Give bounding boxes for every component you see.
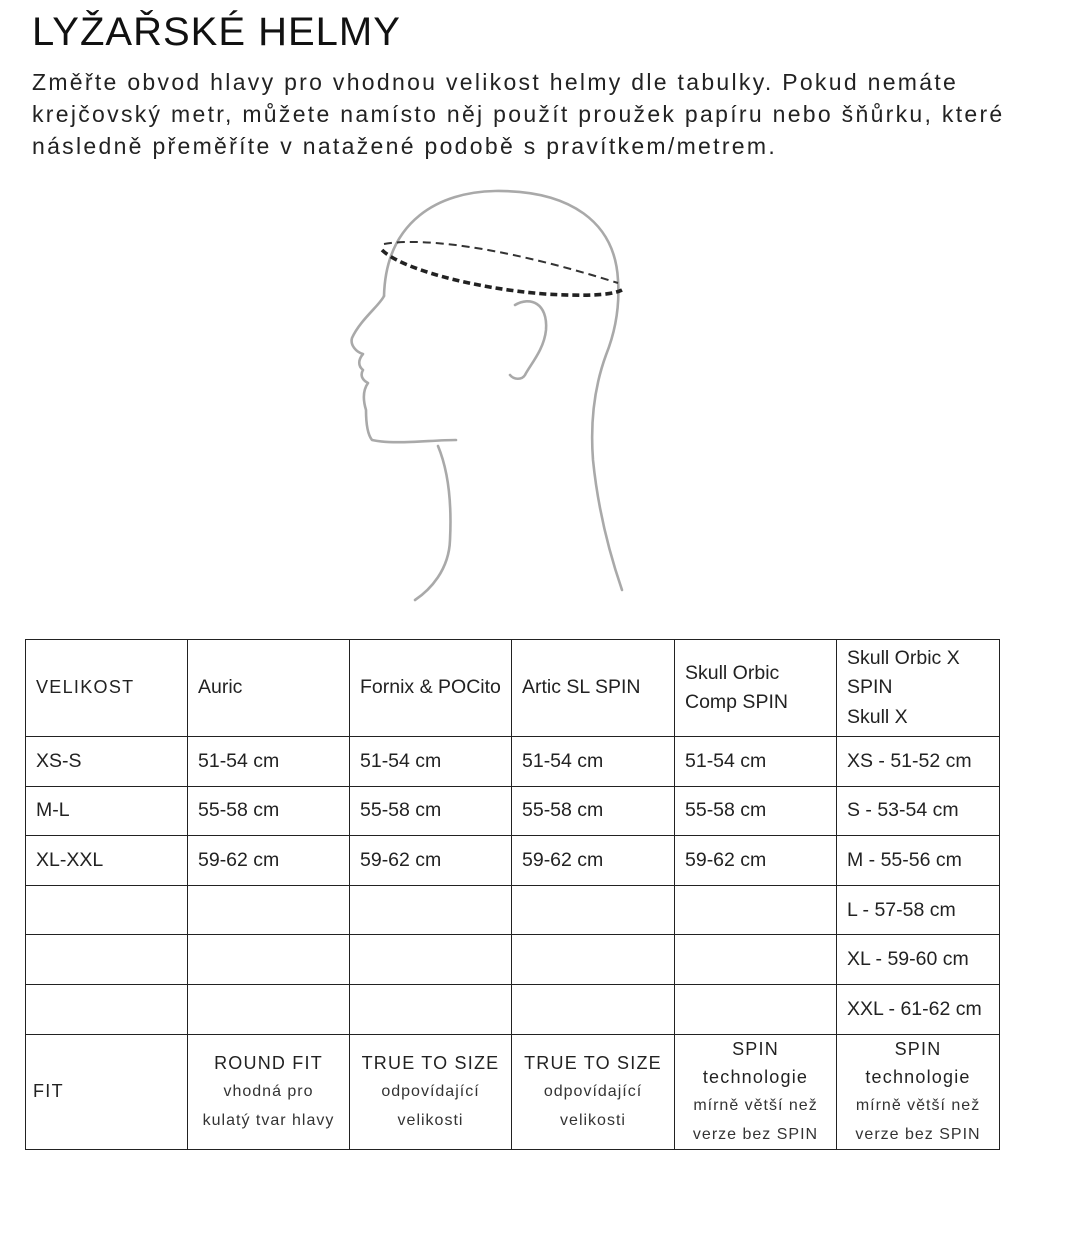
fit-label-cell: FIT [26,1034,188,1149]
intro-text: Změřte obvod hlavy pro vhodnou velikost helmy dle tabulky. Pokud nemáte krejčovský metr, můžete namísto něj použít proužek papíru nebo šňůrku, které následně přeměříte v natažené podobě s pravítkem/metrem. [32,69,1005,159]
measure-cell: 51-54 cm [188,737,350,787]
size-cell: XS-S [26,737,188,787]
head-measure-line-back [384,242,618,283]
model-header-skull-orbic-x [837,640,1000,737]
fit-description: velikosti [560,1111,626,1129]
model-name-line: Artic SL SPIN [522,676,641,699]
size-cell: M-L [26,786,188,836]
model-name-line: Skull X [847,705,908,728]
measure-cell: 59-62 cm [675,836,837,886]
fit-row [26,1034,1000,1149]
fit-description: odpovídající [543,1082,643,1100]
fit-cell [350,1034,512,1149]
model-name-line: Auric [198,676,243,699]
fit-title: TRUE TO SIZE [524,1052,662,1073]
measure-cell [512,935,675,985]
size-cell [26,935,188,985]
fit-title: SPIN technologie [865,1038,971,1087]
measure-cell: XS - 51-52 cm [837,737,1000,787]
measure-cell: 51-54 cm [512,737,675,787]
measure-cell [675,935,837,985]
measure-cell: 55-58 cm [675,786,837,836]
fit-cell [188,1034,350,1149]
table-row [26,984,1000,1034]
fit-description: mírně větší než [693,1096,818,1114]
model-name-line: Skull Orbic X [847,646,960,669]
model-name-line: Comp SPIN [685,691,788,713]
measure-cell: 55-58 cm [350,786,512,836]
measure-cell [188,935,350,985]
head-outline [384,191,622,590]
fit-description: odpovídající [381,1082,480,1100]
face-outline [352,296,456,442]
fit-cell [837,1034,1000,1149]
table-header-row [26,640,1000,737]
measure-cell [350,984,512,1034]
measure-cell [675,984,837,1034]
measure-cell: XXL - 61-62 cm [837,984,1000,1034]
size-cell [26,885,188,935]
measure-cell [350,885,512,935]
model-name-line: SPIN [847,676,893,699]
size-cell: XL-XXL [26,836,188,886]
measure-cell [350,935,512,985]
measure-cell: S - 53-54 cm [837,786,1000,836]
model-header-skull-orbic-comp [675,640,837,737]
fit-description: mírně větší než [855,1096,981,1114]
model-name-line: Skull Orbic [685,661,780,684]
size-chart-table [25,639,1000,1150]
measure-cell [675,885,837,935]
ear-outline [510,301,546,378]
table-row [26,836,1000,886]
table-row [26,737,1000,787]
table-row [26,885,1000,935]
measure-cell: 59-62 cm [512,836,675,886]
measure-cell: 59-62 cm [188,836,350,886]
measure-cell [188,984,350,1034]
fit-cell [512,1034,675,1149]
measure-cell: M - 55-56 cm [837,836,1000,886]
measure-cell: XL - 59-60 cm [837,935,1000,985]
page-title: LYŽAŘSKÉ HELMY [32,10,401,54]
fit-description: verze bez SPIN [692,1125,819,1143]
size-cell [26,984,188,1034]
head-measure-line-front [382,250,622,295]
model-name-line: Fornix & POCito [360,676,501,699]
measure-cell [512,885,675,935]
fit-description: velikosti [397,1111,464,1129]
model-header-artic [512,640,675,737]
fit-title: TRUE TO SIZE [361,1052,500,1073]
measure-cell: 51-54 cm [675,737,837,787]
fit-description: vhodná pro [223,1082,314,1100]
neck-outline [415,446,451,600]
measure-cell: 55-58 cm [512,786,675,836]
fit-cell [675,1034,837,1149]
model-header-auric [188,640,350,737]
size-column-header: VELIKOST [26,640,188,737]
fit-title: SPIN technologie [702,1038,809,1087]
table-row [26,935,1000,985]
measure-cell [188,885,350,935]
fit-description: kulatý tvar hlavy [202,1111,335,1129]
measure-cell: 59-62 cm [350,836,512,886]
fit-description: verze bez SPIN [855,1125,981,1143]
table-row [26,786,1000,836]
measure-cell [512,984,675,1034]
measure-cell: L - 57-58 cm [837,885,1000,935]
measure-cell: 51-54 cm [350,737,512,787]
fit-title: ROUND FIT [214,1052,323,1073]
model-header-fornix [350,640,512,737]
measure-cell: 55-58 cm [188,786,350,836]
head-profile-measurement-icon [330,180,650,610]
